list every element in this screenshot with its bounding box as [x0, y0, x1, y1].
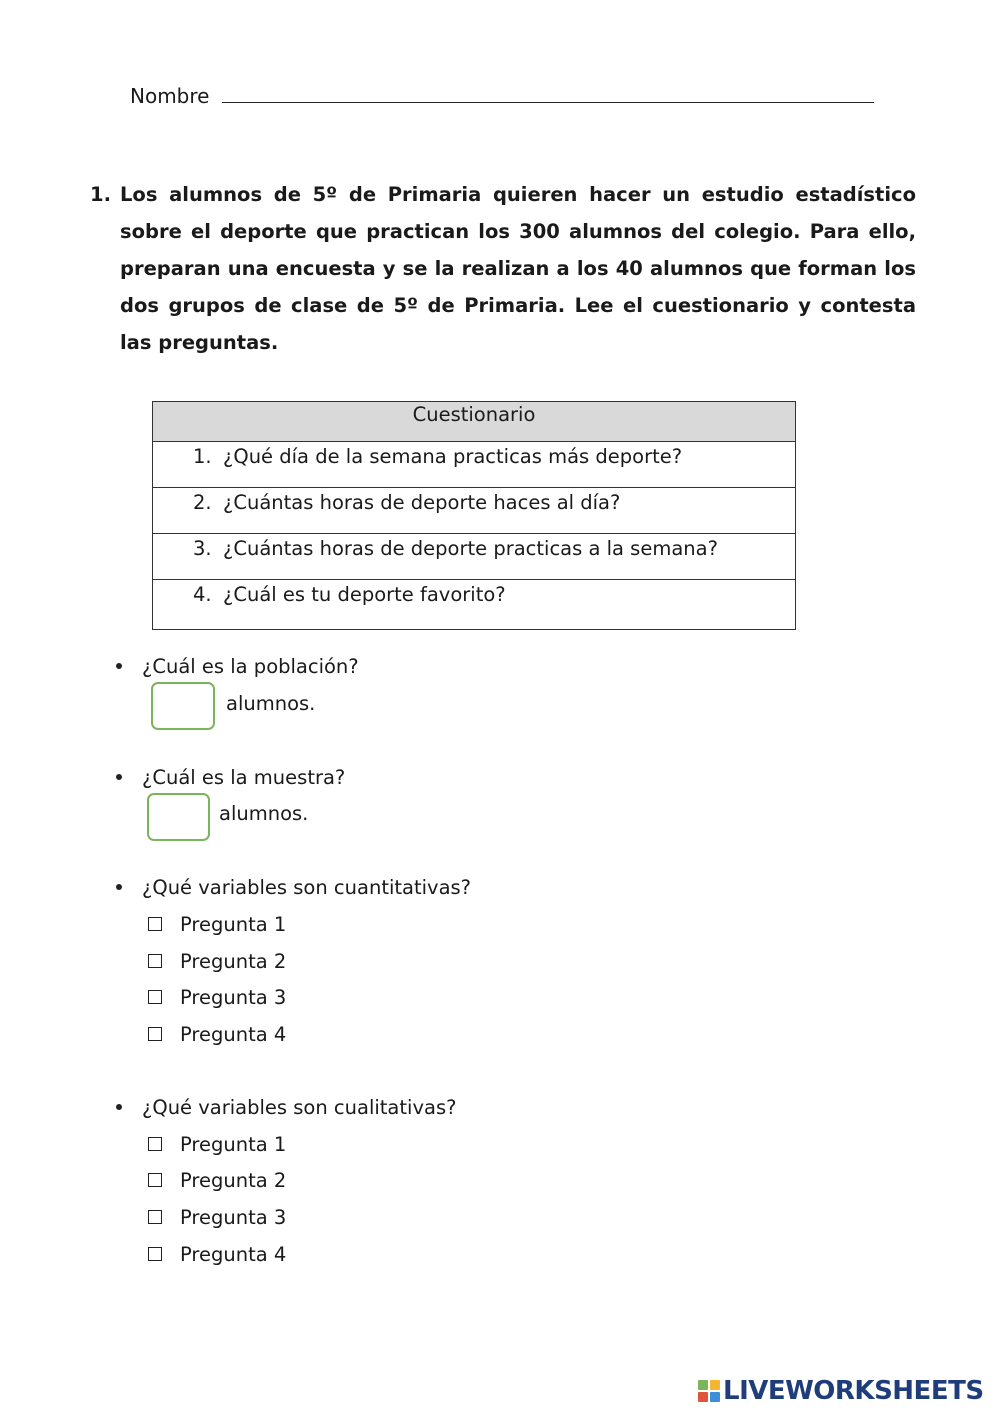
cualitativas-question — [116, 1096, 456, 1119]
questionnaire-table — [152, 401, 796, 630]
logo-mark-icon — [698, 1380, 720, 1402]
muestra-unit: alumnos. — [219, 802, 309, 825]
cuantitativas-question — [116, 876, 471, 899]
checkbox-icon[interactable] — [148, 1173, 162, 1187]
poblacion-question — [116, 655, 359, 678]
questionnaire-item-number: 2. — [193, 491, 212, 514]
bullet-icon — [116, 663, 122, 669]
checkbox-icon[interactable] — [148, 1247, 162, 1261]
cuantitativas-question-text: ¿Qué variables son cuantitativas? — [142, 876, 472, 899]
liveworksheets-logo — [698, 1376, 984, 1406]
bullet-icon — [116, 774, 122, 780]
cuantitativas-option-1[interactable] — [148, 913, 286, 936]
poblacion-question-text: ¿Cuál es la población? — [142, 655, 359, 678]
cualitativas-option-1[interactable] — [148, 1133, 286, 1156]
questionnaire-item-number: 1. — [193, 445, 212, 468]
logo-text: LIVEWORKSHEETS — [723, 1376, 984, 1406]
questionnaire-item-text: ¿Cuántas horas de deporte haces al día? — [223, 491, 621, 514]
question-1-text: Los alumnos de 5º de Primaria quieren hacer un estudio estadístico sobre el deporte que practican los 300 alumnos del colegio. Para ello, preparan una encuesta y se la realizan a los 40 alumnos que forman los dos grupos de clase de 5º de Primaria. Lee el cuestionario y contesta las preguntas. — [120, 183, 916, 354]
cualitativas-question-text: ¿Qué variables son cualitativas? — [142, 1096, 457, 1119]
poblacion-unit: alumnos. — [226, 692, 316, 715]
question-1 — [90, 176, 916, 361]
question-1-number: 1. — [90, 183, 111, 206]
questionnaire-item-text: ¿Cuál es tu deporte favorito? — [223, 583, 506, 606]
name-line — [130, 80, 874, 108]
questionnaire-title: Cuestionario — [153, 402, 796, 442]
checkbox-icon[interactable] — [148, 917, 162, 931]
name-label: Nombre — [130, 84, 210, 108]
questionnaire-item — [153, 534, 796, 580]
checkbox-icon[interactable] — [148, 1027, 162, 1041]
cualitativas-option-3[interactable] — [148, 1206, 286, 1229]
option-label: Pregunta 4 — [180, 1243, 287, 1266]
questionnaire-item-text: ¿Cuántas horas de deporte practicas a la semana? — [223, 537, 718, 560]
muestra-answer-input[interactable] — [147, 793, 210, 841]
checkbox-icon[interactable] — [148, 1210, 162, 1224]
cuantitativas-option-2[interactable] — [148, 950, 286, 973]
option-label: Pregunta 3 — [180, 986, 287, 1009]
option-label: Pregunta 3 — [180, 1206, 287, 1229]
questionnaire-item — [153, 442, 796, 488]
questionnaire-item-number: 3. — [193, 537, 212, 560]
bullet-icon — [116, 884, 122, 890]
cualitativas-option-2[interactable] — [148, 1169, 286, 1192]
muestra-question — [116, 766, 345, 789]
option-label: Pregunta 2 — [180, 950, 287, 973]
questionnaire-item-text: ¿Qué día de la semana practicas más deporte? — [223, 445, 683, 468]
questionnaire-item — [153, 580, 796, 630]
cualitativas-option-4[interactable] — [148, 1243, 286, 1266]
checkbox-icon[interactable] — [148, 954, 162, 968]
checkbox-icon[interactable] — [148, 990, 162, 1004]
option-label: Pregunta 4 — [180, 1023, 287, 1046]
poblacion-answer-input[interactable] — [151, 682, 215, 730]
bullet-icon — [116, 1104, 122, 1110]
questionnaire-item-number: 4. — [193, 583, 212, 606]
cuantitativas-option-3[interactable] — [148, 986, 286, 1009]
muestra-question-text: ¿Cuál es la muestra? — [142, 766, 346, 789]
option-label: Pregunta 1 — [180, 913, 287, 936]
cuantitativas-option-4[interactable] — [148, 1023, 286, 1046]
option-label: Pregunta 1 — [180, 1133, 287, 1156]
name-underline[interactable] — [222, 80, 874, 103]
checkbox-icon[interactable] — [148, 1137, 162, 1151]
option-label: Pregunta 2 — [180, 1169, 287, 1192]
questionnaire-item — [153, 488, 796, 534]
